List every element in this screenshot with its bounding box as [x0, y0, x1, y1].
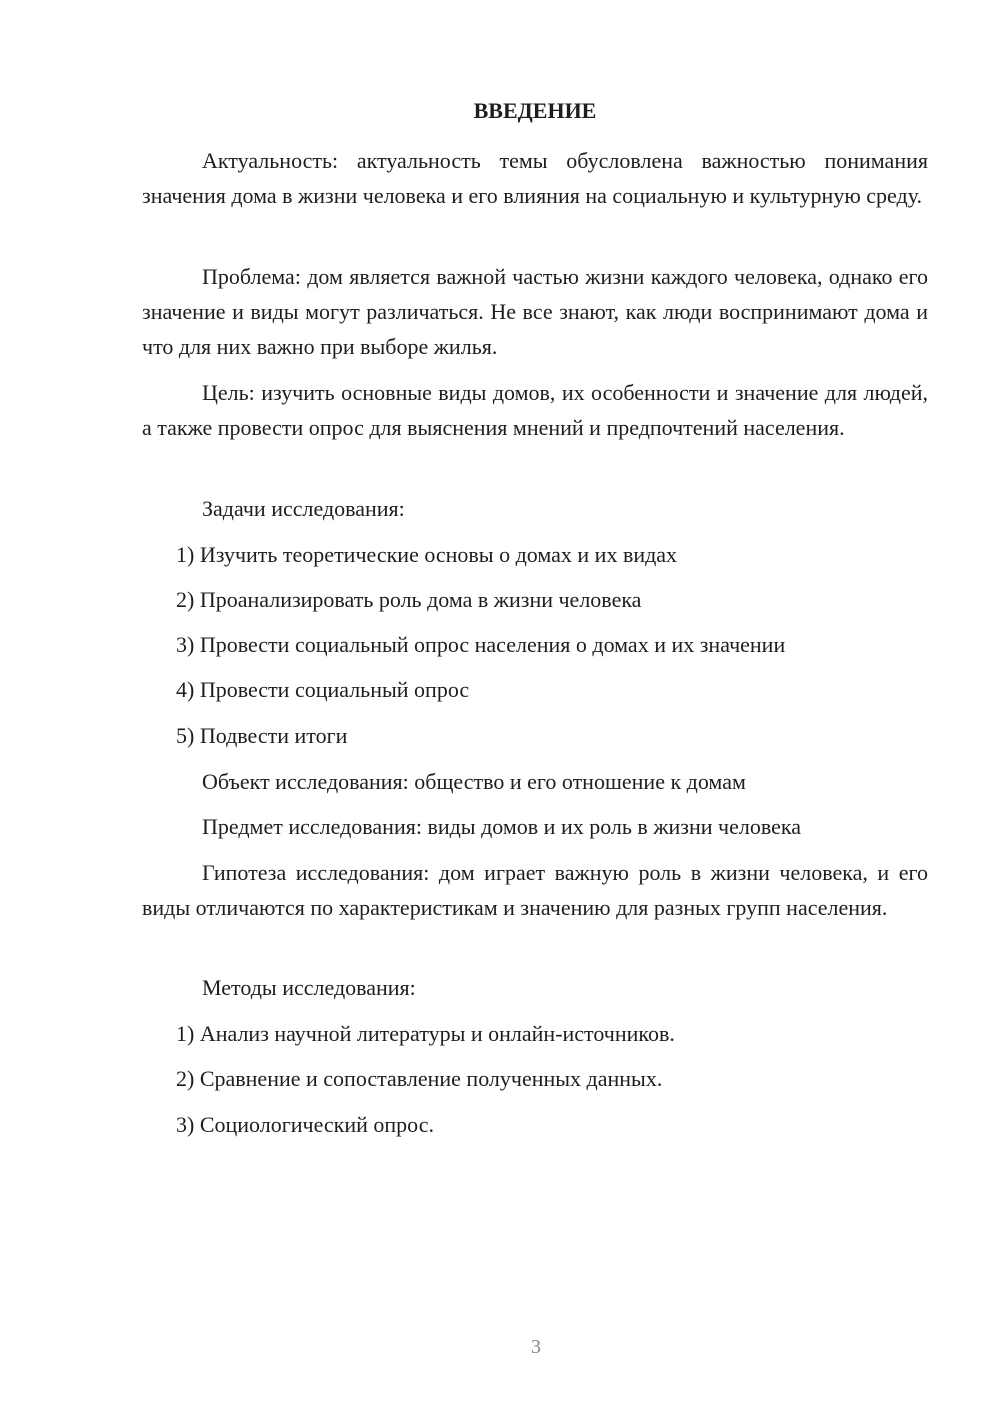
method-item: 1) Анализ научной литературы и онлайн-источников.: [176, 1021, 675, 1046]
relevance-paragraph: Актуальность: актуальность темы обусловлена важностью понимания значения дома в жизни человека и его влияния на социальную и культурную среду.: [142, 148, 928, 208]
method-item: 2) Сравнение и сопоставление полученных данных.: [176, 1066, 663, 1091]
tasks-heading: Задачи исследования:: [202, 496, 405, 521]
research-subject: Предмет исследования: виды домов и их роль в жизни человека: [202, 814, 801, 839]
task-item: 5) Подвести итоги: [176, 723, 348, 748]
task-item: 1) Изучить теоретические основы о домах и их видах: [176, 542, 678, 567]
page-number: 3: [531, 1336, 541, 1358]
methods-heading: Методы исследования:: [202, 975, 416, 1000]
task-item: 2) Проанализировать роль дома в жизни человека: [176, 587, 642, 612]
task-item: 4) Провести социальный опрос: [176, 677, 470, 702]
task-item: 3) Провести социальный опрос населения о домах и их значении: [176, 632, 786, 657]
research-object: Объект исследования: общество и его отношение к домам: [202, 769, 746, 794]
problem-paragraph: Проблема: дом является важной частью жизни каждого человека, однако его значение и виды могут различаться. Не все знают, как люди воспринимают дома и что для них важно при выборе жилья.: [142, 264, 928, 359]
section-title: ВВЕДЕНИЕ: [473, 98, 597, 123]
goal-paragraph: Цель: изучить основные виды домов, их особенности и значение для людей, а также провести опрос для выяснения мнений и предпочтений населения.: [142, 380, 928, 440]
method-item: 3) Социологический опрос.: [176, 1112, 434, 1137]
hypothesis-paragraph: Гипотеза исследования: дом играет важную роль в жизни человека, и его виды отличаются по характеристикам и значению для разных групп населения.: [142, 860, 928, 920]
